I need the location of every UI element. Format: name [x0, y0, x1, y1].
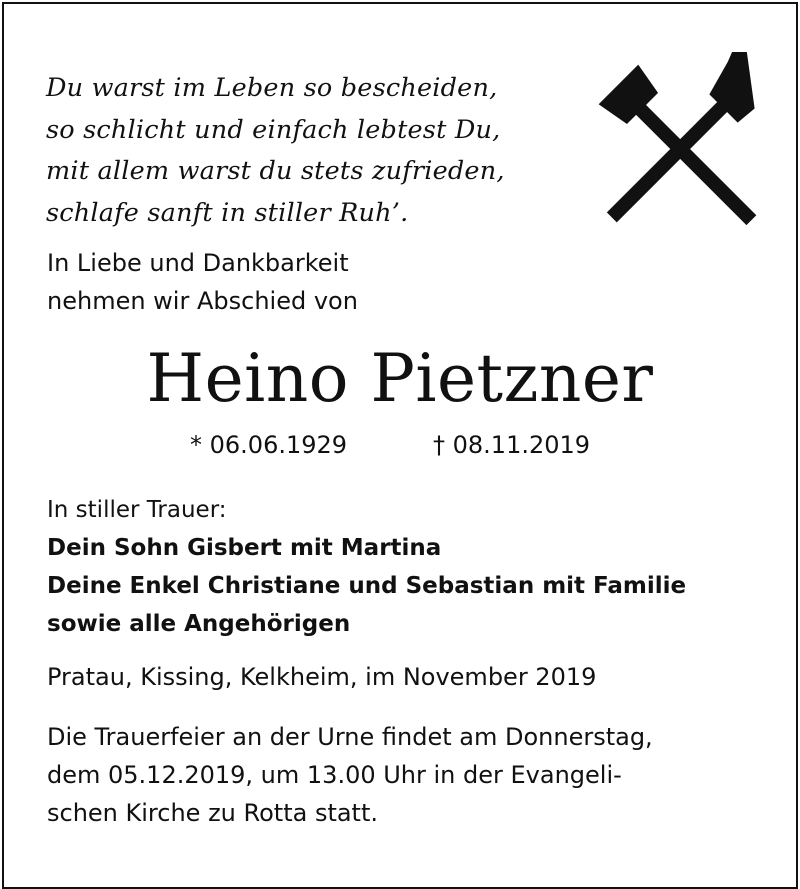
poem-line: mit allem warst du stets zufrieden, — [46, 156, 505, 186]
intro-line: nehmen wir Abschied von — [47, 287, 358, 315]
service-line: Die Trauerfeier an der Urne findet am Donnerstag, — [47, 723, 653, 751]
intro-line: In Liebe und Dankbarkeit — [47, 249, 349, 277]
place-and-date: Pratau, Kissing, Kelkheim, im November 2019 — [47, 663, 597, 691]
poem — [46, 68, 505, 234]
poem-line: schlafe sanft in stiller Ruh’. — [46, 197, 409, 228]
service-info — [47, 718, 653, 832]
birth-date: * 06.06.1929 — [190, 431, 348, 459]
mourners-section — [47, 491, 686, 643]
intro-text — [47, 244, 358, 320]
hammer-and-pick-icon — [582, 52, 782, 236]
service-line: schen Kirche zu Rotta statt. — [47, 799, 379, 827]
mourner-line: Dein Sohn Gisbert mit Martina — [47, 535, 442, 561]
service-line: dem 05.12.2019, um 13.00 Uhr in der Evangeli- — [47, 761, 622, 789]
mourner-line: Deine Enkel Christiane und Sebastian mit Familie — [47, 573, 687, 599]
poem-line: so schlicht und einfach lebtest Du, — [46, 114, 501, 145]
poem-line: Du warst im Leben so bescheiden, — [46, 73, 498, 103]
death-date: † 08.11.2019 — [433, 431, 591, 459]
mourner-line: sowie alle Angehörigen — [47, 611, 351, 637]
deceased-name: Heino Pietzner — [146, 340, 654, 417]
mourners-label: In stiller Trauer: — [47, 497, 227, 523]
